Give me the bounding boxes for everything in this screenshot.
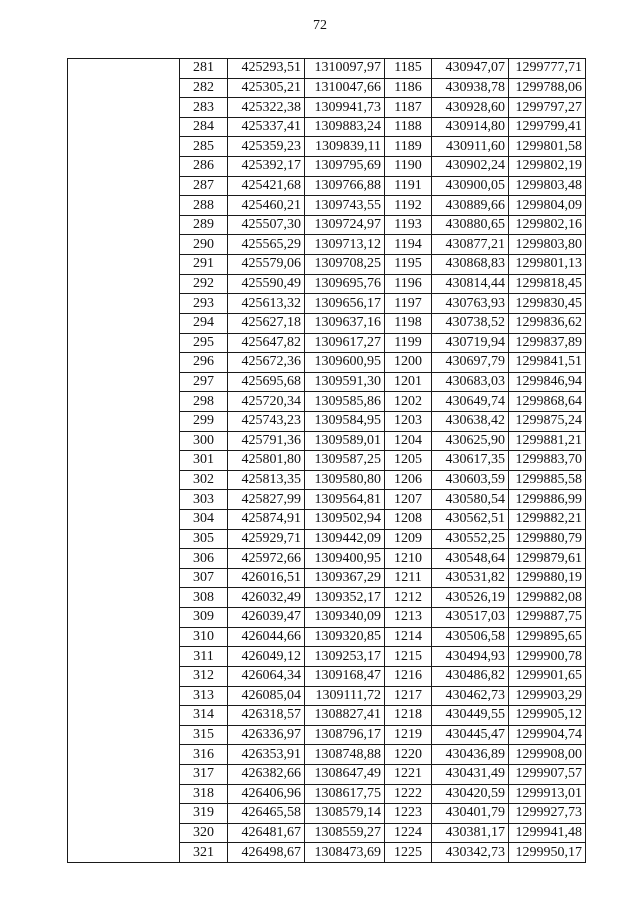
x-coordinate-cell: 430548,64 (432, 549, 509, 569)
point-number-cell: 289 (180, 215, 228, 235)
x-coordinate-cell: 425322,38 (228, 98, 305, 118)
y-coordinate-cell: 1309743,55 (305, 196, 385, 216)
point-number-cell: 1222 (385, 784, 432, 804)
point-number-cell: 1200 (385, 353, 432, 373)
y-coordinate-cell: 1299883,70 (509, 451, 586, 471)
point-number-cell: 1202 (385, 392, 432, 412)
y-coordinate-cell: 1309502,94 (305, 510, 385, 530)
x-coordinate-cell: 430506,58 (432, 627, 509, 647)
x-coordinate-cell: 425565,29 (228, 235, 305, 255)
y-coordinate-cell: 1309400,95 (305, 549, 385, 569)
point-number-cell: 317 (180, 764, 228, 784)
y-coordinate-cell: 1299802,19 (509, 157, 586, 177)
point-number-cell: 293 (180, 294, 228, 314)
x-coordinate-cell: 425293,51 (228, 59, 305, 79)
point-number-cell: 307 (180, 568, 228, 588)
x-coordinate-cell: 426085,04 (228, 686, 305, 706)
y-coordinate-cell: 1299905,12 (509, 706, 586, 726)
y-coordinate-cell: 1299799,41 (509, 117, 586, 137)
y-coordinate-cell: 1299880,19 (509, 568, 586, 588)
x-coordinate-cell: 430562,51 (432, 510, 509, 530)
x-coordinate-cell: 430649,74 (432, 392, 509, 412)
y-coordinate-cell: 1309883,24 (305, 117, 385, 137)
point-number-cell: 310 (180, 627, 228, 647)
point-number-cell: 1191 (385, 176, 432, 196)
point-number-cell: 288 (180, 196, 228, 216)
point-number-cell: 292 (180, 274, 228, 294)
point-number-cell: 1224 (385, 823, 432, 843)
x-coordinate-cell: 430625,90 (432, 431, 509, 451)
point-number-cell: 311 (180, 647, 228, 667)
y-coordinate-cell: 1299802,16 (509, 215, 586, 235)
point-number-cell: 1185 (385, 59, 432, 79)
point-number-cell: 302 (180, 470, 228, 490)
y-coordinate-cell: 1299908,00 (509, 745, 586, 765)
y-coordinate-cell: 1299941,48 (509, 823, 586, 843)
y-coordinate-cell: 1299879,61 (509, 549, 586, 569)
point-number-cell: 1199 (385, 333, 432, 353)
y-coordinate-cell: 1309656,17 (305, 294, 385, 314)
y-coordinate-cell: 1299886,99 (509, 490, 586, 510)
y-coordinate-cell: 1309724,97 (305, 215, 385, 235)
x-coordinate-cell: 430531,82 (432, 568, 509, 588)
y-coordinate-cell: 1299885,58 (509, 470, 586, 490)
y-coordinate-cell: 1299895,65 (509, 627, 586, 647)
x-coordinate-cell: 430486,82 (432, 666, 509, 686)
x-coordinate-cell: 430738,52 (432, 313, 509, 333)
x-coordinate-cell: 425337,41 (228, 117, 305, 137)
y-coordinate-cell: 1308473,69 (305, 843, 385, 863)
x-coordinate-cell: 426406,96 (228, 784, 305, 804)
x-coordinate-cell: 430401,79 (432, 804, 509, 824)
x-coordinate-cell: 426498,67 (228, 843, 305, 863)
y-coordinate-cell: 1309442,09 (305, 529, 385, 549)
point-number-cell: 1190 (385, 157, 432, 177)
point-number-cell: 1219 (385, 725, 432, 745)
point-number-cell: 303 (180, 490, 228, 510)
point-number-cell: 1209 (385, 529, 432, 549)
y-coordinate-cell: 1309713,12 (305, 235, 385, 255)
point-number-cell: 1197 (385, 294, 432, 314)
point-number-cell: 1208 (385, 510, 432, 530)
x-coordinate-cell: 425392,17 (228, 157, 305, 177)
y-coordinate-cell: 1309617,27 (305, 333, 385, 353)
point-number-cell: 1189 (385, 137, 432, 157)
point-number-cell: 306 (180, 549, 228, 569)
point-number-cell: 1193 (385, 215, 432, 235)
y-coordinate-cell: 1309600,95 (305, 353, 385, 373)
y-coordinate-cell: 1309340,09 (305, 608, 385, 628)
point-number-cell: 1221 (385, 764, 432, 784)
y-coordinate-cell: 1299875,24 (509, 411, 586, 431)
y-coordinate-cell: 1299801,13 (509, 255, 586, 275)
x-coordinate-cell: 426016,51 (228, 568, 305, 588)
y-coordinate-cell: 1310097,97 (305, 59, 385, 79)
x-coordinate-cell: 430947,07 (432, 59, 509, 79)
x-coordinate-cell: 426481,67 (228, 823, 305, 843)
y-coordinate-cell: 1299841,51 (509, 353, 586, 373)
point-number-cell: 1194 (385, 235, 432, 255)
y-coordinate-cell: 1299818,45 (509, 274, 586, 294)
point-number-cell: 315 (180, 725, 228, 745)
x-coordinate-cell: 430617,35 (432, 451, 509, 471)
y-coordinate-cell: 1308617,75 (305, 784, 385, 804)
x-coordinate-cell: 425590,49 (228, 274, 305, 294)
x-coordinate-cell: 430877,21 (432, 235, 509, 255)
x-coordinate-cell: 426049,12 (228, 647, 305, 667)
table-row (68, 59, 586, 79)
x-coordinate-cell: 430911,60 (432, 137, 509, 157)
y-coordinate-cell: 1299868,64 (509, 392, 586, 412)
point-number-cell: 1206 (385, 470, 432, 490)
y-coordinate-cell: 1309367,29 (305, 568, 385, 588)
point-number-cell: 319 (180, 804, 228, 824)
x-coordinate-cell: 425359,23 (228, 137, 305, 157)
y-coordinate-cell: 1308559,27 (305, 823, 385, 843)
coordinates-table-body (68, 59, 586, 863)
x-coordinate-cell: 425672,36 (228, 353, 305, 373)
y-coordinate-cell: 1299830,45 (509, 294, 586, 314)
point-number-cell: 299 (180, 411, 228, 431)
point-number-cell: 1192 (385, 196, 432, 216)
point-number-cell: 282 (180, 78, 228, 98)
x-coordinate-cell: 426336,97 (228, 725, 305, 745)
y-coordinate-cell: 1299901,65 (509, 666, 586, 686)
y-coordinate-cell: 1299887,75 (509, 608, 586, 628)
x-coordinate-cell: 430914,80 (432, 117, 509, 137)
point-number-cell: 1204 (385, 431, 432, 451)
y-coordinate-cell: 1308647,49 (305, 764, 385, 784)
x-coordinate-cell: 425720,34 (228, 392, 305, 412)
y-coordinate-cell: 1309839,11 (305, 137, 385, 157)
y-coordinate-cell: 1309708,25 (305, 255, 385, 275)
x-coordinate-cell: 430603,59 (432, 470, 509, 490)
point-number-cell: 291 (180, 255, 228, 275)
y-coordinate-cell: 1309564,81 (305, 490, 385, 510)
x-coordinate-cell: 425695,68 (228, 372, 305, 392)
point-number-cell: 1210 (385, 549, 432, 569)
y-coordinate-cell: 1299803,48 (509, 176, 586, 196)
y-coordinate-cell: 1299880,79 (509, 529, 586, 549)
y-coordinate-cell: 1299882,08 (509, 588, 586, 608)
point-number-cell: 1223 (385, 804, 432, 824)
point-number-cell: 1217 (385, 686, 432, 706)
x-coordinate-cell: 430889,66 (432, 196, 509, 216)
point-number-cell: 281 (180, 59, 228, 79)
x-coordinate-cell: 430431,49 (432, 764, 509, 784)
point-number-cell: 1195 (385, 255, 432, 275)
y-coordinate-cell: 1309580,80 (305, 470, 385, 490)
point-number-cell: 284 (180, 117, 228, 137)
y-coordinate-cell: 1299950,17 (509, 843, 586, 863)
y-coordinate-cell: 1309253,17 (305, 647, 385, 667)
y-coordinate-cell: 1299907,57 (509, 764, 586, 784)
y-coordinate-cell: 1299900,78 (509, 647, 586, 667)
y-coordinate-cell: 1299788,06 (509, 78, 586, 98)
x-coordinate-cell: 426039,47 (228, 608, 305, 628)
point-number-cell: 312 (180, 666, 228, 686)
x-coordinate-cell: 425791,36 (228, 431, 305, 451)
y-coordinate-cell: 1309766,88 (305, 176, 385, 196)
point-number-cell: 1220 (385, 745, 432, 765)
x-coordinate-cell: 430552,25 (432, 529, 509, 549)
point-number-cell: 1196 (385, 274, 432, 294)
y-coordinate-cell: 1299903,29 (509, 686, 586, 706)
point-number-cell: 1203 (385, 411, 432, 431)
x-coordinate-cell: 430928,60 (432, 98, 509, 118)
x-coordinate-cell: 425801,80 (228, 451, 305, 471)
coordinates-table (67, 58, 586, 863)
x-coordinate-cell: 430462,73 (432, 686, 509, 706)
y-coordinate-cell: 1299803,80 (509, 235, 586, 255)
x-coordinate-cell: 425972,66 (228, 549, 305, 569)
point-number-cell: 1211 (385, 568, 432, 588)
x-coordinate-cell: 425627,18 (228, 313, 305, 333)
y-coordinate-cell: 1309589,01 (305, 431, 385, 451)
y-coordinate-cell: 1299927,73 (509, 804, 586, 824)
point-number-cell: 1214 (385, 627, 432, 647)
y-coordinate-cell: 1299797,27 (509, 98, 586, 118)
y-coordinate-cell: 1308748,88 (305, 745, 385, 765)
point-number-cell: 1207 (385, 490, 432, 510)
point-number-cell: 314 (180, 706, 228, 726)
x-coordinate-cell: 430683,03 (432, 372, 509, 392)
x-coordinate-cell: 426465,58 (228, 804, 305, 824)
point-number-cell: 304 (180, 510, 228, 530)
x-coordinate-cell: 430902,24 (432, 157, 509, 177)
x-coordinate-cell: 425813,35 (228, 470, 305, 490)
point-number-cell: 316 (180, 745, 228, 765)
y-coordinate-cell: 1309695,76 (305, 274, 385, 294)
point-number-cell: 313 (180, 686, 228, 706)
x-coordinate-cell: 425613,32 (228, 294, 305, 314)
point-number-cell: 287 (180, 176, 228, 196)
y-coordinate-cell: 1309352,17 (305, 588, 385, 608)
x-coordinate-cell: 425460,21 (228, 196, 305, 216)
x-coordinate-cell: 426382,66 (228, 764, 305, 784)
y-coordinate-cell: 1299804,09 (509, 196, 586, 216)
y-coordinate-cell: 1299801,58 (509, 137, 586, 157)
y-coordinate-cell: 1309941,73 (305, 98, 385, 118)
y-coordinate-cell: 1299882,21 (509, 510, 586, 530)
y-coordinate-cell: 1299837,89 (509, 333, 586, 353)
y-coordinate-cell: 1309591,30 (305, 372, 385, 392)
point-number-cell: 1187 (385, 98, 432, 118)
point-number-cell: 1205 (385, 451, 432, 471)
x-coordinate-cell: 425874,91 (228, 510, 305, 530)
x-coordinate-cell: 430436,89 (432, 745, 509, 765)
x-coordinate-cell: 425421,68 (228, 176, 305, 196)
x-coordinate-cell: 430880,65 (432, 215, 509, 235)
point-number-cell: 1215 (385, 647, 432, 667)
y-coordinate-cell: 1309795,69 (305, 157, 385, 177)
point-number-cell: 285 (180, 137, 228, 157)
x-coordinate-cell: 430494,93 (432, 647, 509, 667)
y-coordinate-cell: 1309587,25 (305, 451, 385, 471)
x-coordinate-cell: 430763,93 (432, 294, 509, 314)
x-coordinate-cell: 430697,79 (432, 353, 509, 373)
x-coordinate-cell: 425647,82 (228, 333, 305, 353)
x-coordinate-cell: 425743,23 (228, 411, 305, 431)
x-coordinate-cell: 425305,21 (228, 78, 305, 98)
y-coordinate-cell: 1299913,01 (509, 784, 586, 804)
point-number-cell: 1218 (385, 706, 432, 726)
x-coordinate-cell: 430526,19 (432, 588, 509, 608)
x-coordinate-cell: 430445,47 (432, 725, 509, 745)
x-coordinate-cell: 426318,57 (228, 706, 305, 726)
point-number-cell: 320 (180, 823, 228, 843)
point-number-cell: 308 (180, 588, 228, 608)
x-coordinate-cell: 430900,05 (432, 176, 509, 196)
empty-merged-column (68, 59, 180, 863)
x-coordinate-cell: 430719,94 (432, 333, 509, 353)
x-coordinate-cell: 430814,44 (432, 274, 509, 294)
point-number-cell: 1201 (385, 372, 432, 392)
x-coordinate-cell: 426064,34 (228, 666, 305, 686)
y-coordinate-cell: 1310047,66 (305, 78, 385, 98)
x-coordinate-cell: 430517,03 (432, 608, 509, 628)
x-coordinate-cell: 425507,30 (228, 215, 305, 235)
point-number-cell: 305 (180, 529, 228, 549)
y-coordinate-cell: 1309637,16 (305, 313, 385, 333)
point-number-cell: 309 (180, 608, 228, 628)
y-coordinate-cell: 1309584,95 (305, 411, 385, 431)
point-number-cell: 1213 (385, 608, 432, 628)
point-number-cell: 1188 (385, 117, 432, 137)
y-coordinate-cell: 1299836,62 (509, 313, 586, 333)
point-number-cell: 283 (180, 98, 228, 118)
point-number-cell: 318 (180, 784, 228, 804)
x-coordinate-cell: 430938,78 (432, 78, 509, 98)
point-number-cell: 286 (180, 157, 228, 177)
y-coordinate-cell: 1299846,94 (509, 372, 586, 392)
page-number: 72 (313, 18, 327, 33)
point-number-cell: 294 (180, 313, 228, 333)
point-number-cell: 321 (180, 843, 228, 863)
point-number-cell: 300 (180, 431, 228, 451)
y-coordinate-cell: 1299777,71 (509, 59, 586, 79)
y-coordinate-cell: 1309585,86 (305, 392, 385, 412)
point-number-cell: 1198 (385, 313, 432, 333)
x-coordinate-cell: 426353,91 (228, 745, 305, 765)
x-coordinate-cell: 425929,71 (228, 529, 305, 549)
point-number-cell: 301 (180, 451, 228, 471)
x-coordinate-cell: 430580,54 (432, 490, 509, 510)
point-number-cell: 1186 (385, 78, 432, 98)
point-number-cell: 295 (180, 333, 228, 353)
y-coordinate-cell: 1309168,47 (305, 666, 385, 686)
y-coordinate-cell: 1308796,17 (305, 725, 385, 745)
x-coordinate-cell: 430342,73 (432, 843, 509, 863)
y-coordinate-cell: 1308827,41 (305, 706, 385, 726)
point-number-cell: 297 (180, 372, 228, 392)
point-number-cell: 290 (180, 235, 228, 255)
x-coordinate-cell: 426044,66 (228, 627, 305, 647)
y-coordinate-cell: 1309320,85 (305, 627, 385, 647)
point-number-cell: 296 (180, 353, 228, 373)
y-coordinate-cell: 1299881,21 (509, 431, 586, 451)
y-coordinate-cell: 1308579,14 (305, 804, 385, 824)
y-coordinate-cell: 1309111,72 (305, 686, 385, 706)
x-coordinate-cell: 430868,83 (432, 255, 509, 275)
x-coordinate-cell: 430420,59 (432, 784, 509, 804)
x-coordinate-cell: 426032,49 (228, 588, 305, 608)
y-coordinate-cell: 1299904,74 (509, 725, 586, 745)
x-coordinate-cell: 430638,42 (432, 411, 509, 431)
point-number-cell: 1212 (385, 588, 432, 608)
x-coordinate-cell: 430381,17 (432, 823, 509, 843)
x-coordinate-cell: 430449,55 (432, 706, 509, 726)
point-number-cell: 1225 (385, 843, 432, 863)
x-coordinate-cell: 425579,06 (228, 255, 305, 275)
x-coordinate-cell: 425827,99 (228, 490, 305, 510)
point-number-cell: 298 (180, 392, 228, 412)
point-number-cell: 1216 (385, 666, 432, 686)
